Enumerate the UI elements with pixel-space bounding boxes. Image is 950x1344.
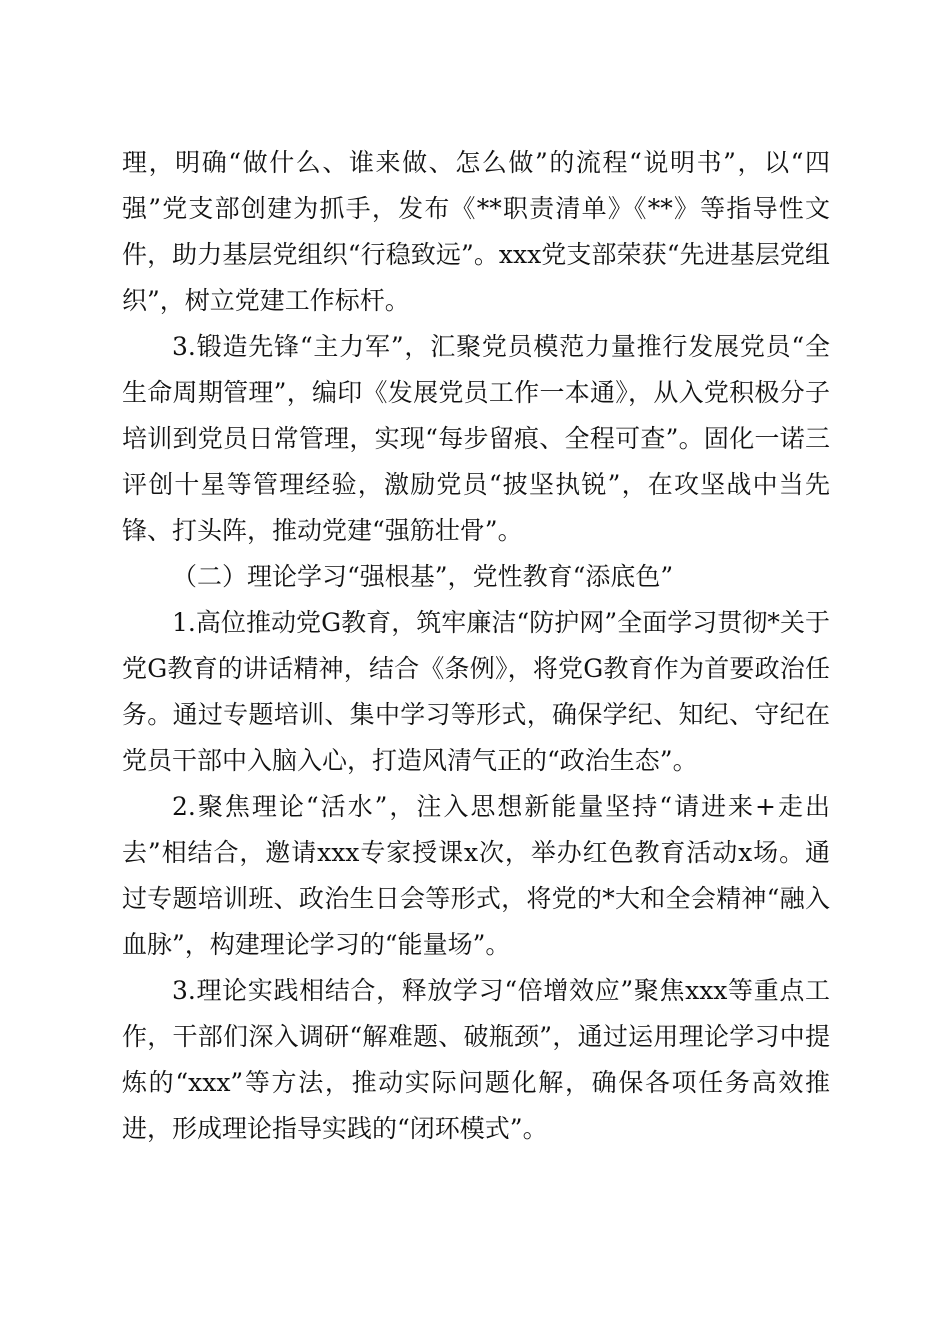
paragraph-continued: 理，明确“做什么、谁来做、怎么做”的流程“说明书”，以“四强”党支部创建为抓手，发布《**职责清单》《**》等指导性文件，助力基层党组织“行稳致远”。xxx党支部荣获“先进基层党组织”，树立党建工作标杆。 — [122, 148, 830, 315]
paragraph-education: 1.高位推动党G教育，筑牢廉洁“防护网”全面学习贯彻*关于党G教育的讲话精神，结合《条例》，将党G教育作为首要政治任务。通过专题培训、集中学习等形式，确保学纪、知纪、守纪在党员干部中入脑入心，打造风清气正的“政治生态”。 — [122, 608, 830, 775]
document-page — [122, 140, 830, 1152]
section-heading: （二）理论学习“强根基”，党性教育“添底色” — [172, 562, 674, 591]
paragraph-theory: 2.聚焦理论“活水”，注入思想新能量坚持“请进来+走出去”相结合，邀请xxx专家授课x次，举办红色教育活动x场。通过专题培训班、政治生日会等形式，将党的*大和全会精神“融入血脉”，构建理论学习的“能量场”。 — [122, 792, 830, 959]
paragraph-practice: 3.理论实践相结合，释放学习“倍增效应”聚焦xxx等重点工作，干部们深入调研“解难题、破瓶颈”，通过运用理论学习中提炼的“xxx”等方法，推动实际问题化解，确保各项任务高效推进，形成理论指导实践的“闭环模式”。 — [122, 976, 830, 1143]
paragraph-vanguard: 3.锻造先锋“主力军”，汇聚党员模范力量推行发展党员“全生命周期管理”，编印《发展党员工作一本通》，从入党积极分子培训到党员日常管理，实现“每步留痕、全程可查”。固化一诺三评创十星等管理经验，激励党员“披坚执锐”，在攻坚战中当先锋、打头阵，推动党建“强筋壮骨”。 — [122, 332, 830, 545]
